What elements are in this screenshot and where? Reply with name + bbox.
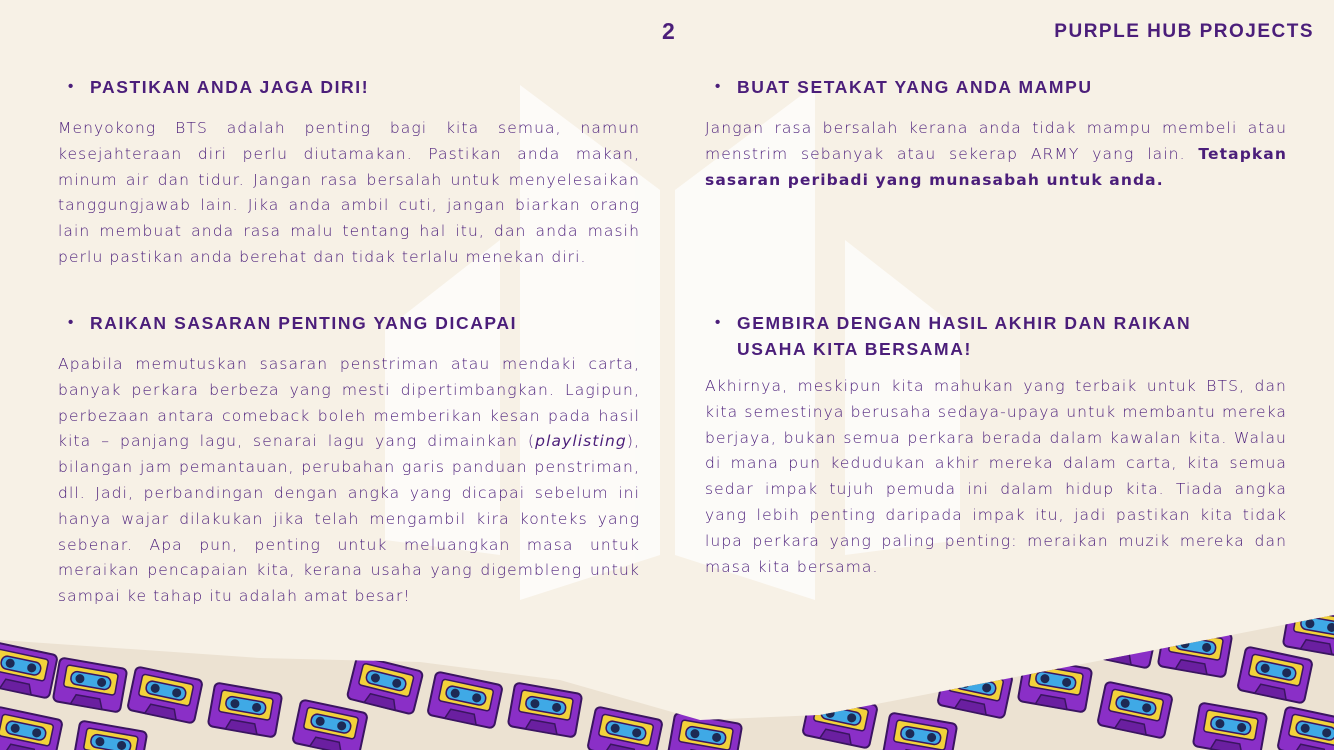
heading-text: RAIKAN SASARAN PENTING YANG DICAPAI — [90, 313, 518, 333]
heading-line-1: GEMBIRA DENGAN HASIL AKHIR DAN RAIKAN — [737, 313, 1192, 333]
bullet-icon: • — [715, 78, 722, 95]
brand-title: PURPLE HUB PROJECTS — [1054, 21, 1314, 42]
heading-text: BUAT SETAKAT YANG ANDA MAMPU — [737, 77, 1093, 97]
section-body: Menyokong BTS adalah penting bagi kita semua, namun kesejahteraan diri perlu diutamakan. Pastikan anda makan, minum air dan tidur. Jangan rasa bersalah untuk menyelesaikan tanggungjawab lain. Jika anda ambil cuti, jangan biarkan orang lain membuat anda rasa malu tentang hal itu, dan anda masih perlu pastikan anda berehat dan tidak terlalu menekan diri. — [58, 119, 640, 266]
bullet-icon: • — [68, 78, 75, 95]
page-number: 2 — [662, 18, 676, 44]
section-self-care — [58, 74, 640, 271]
heading-text — [737, 310, 1191, 362]
cassette-pattern-footer — [0, 600, 1334, 750]
body-text-part: ), bilangan jam pemantauan, perubahan garis panduan penstriman, dll. Jadi, perbandingan dengan angka yang dicapai sebelum ini hanya wajar dilakukan jika telah mengambil kira konteks yang sebenar. Apa pun, penting untuk meluangkan masa untuk meraikan pencapaian kita, kerana usaha yang digembleng untuk sampai ke tahap itu adalah amat besar! — [58, 432, 640, 606]
heading-text: PASTIKAN ANDA JAGA DIRI! — [90, 77, 370, 97]
section-body — [58, 352, 640, 610]
section-heading — [705, 310, 1287, 362]
section-body: Akhirnya, meskipun kita mahukan yang terbaik untuk BTS, dan kita semestinya berusaha sedaya-upaya untuk membantu mereka berjaya, bukan semua perkara berada dalam kawalan kita. Walau di mana pun kedudukan akhir mereka dalam carta, kita semua sedar impak tujuh pemuda ini dalam hidup kita. Tiada angka yang lebih penting daripada impak itu, jadi pastikan kita tidak lupa perkara yang paling penting: meraikan muzik mereka dan masa kita bersama. — [705, 377, 1287, 576]
section-do-what-you-can — [705, 74, 1287, 193]
bullet-icon: • — [715, 314, 722, 331]
bullet-icon: • — [68, 314, 75, 331]
body-text-part: Apabila memutuskan sasaran penstriman atau mendaki carta, banyak perkara berbeza yang mesti dipertimbangkan. Lagipun, perbezaan antara comeback boleh memberikan kesan pada hasil kita – panjang lagu, senarai lagu yang dimainkan ( — [58, 355, 640, 451]
section-heading — [705, 74, 1287, 100]
section-celebrate-goals — [58, 310, 640, 610]
body-italic-term: playlisting — [535, 432, 627, 451]
section-body — [705, 116, 1287, 193]
section-heading — [58, 74, 640, 100]
body-text-part: Jangan rasa bersalah kerana anda tidak mampu membeli atau menstrim sebanyak atau sekerap ARMY yang lain. — [705, 119, 1287, 163]
body-bold-text: Tetapkan sasaran peribadi yang munasabah untuk anda. — [705, 144, 1287, 189]
section-be-happy — [705, 310, 1287, 580]
heading-line-2: USAHA KITA BERSAMA! — [737, 339, 972, 359]
section-heading — [58, 310, 640, 336]
